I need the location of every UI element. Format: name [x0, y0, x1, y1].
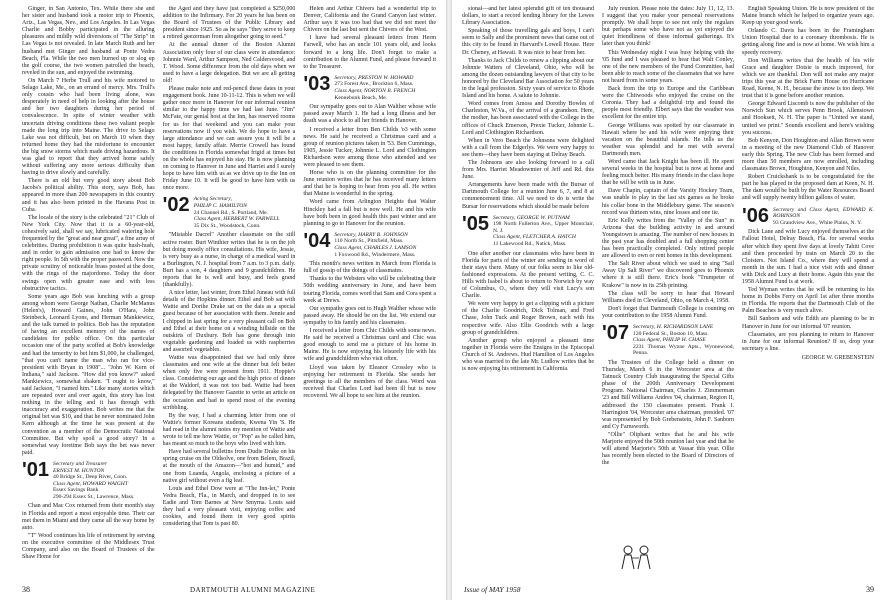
class-year: '02 [162, 194, 190, 217]
left-column-2 [163, 6, 296, 574]
class-agent-address: 11 Lakewood Rd., Natick, Mass. [493, 241, 567, 247]
left-columns [22, 6, 436, 574]
article-paragraph: Robert Cruickshank is to be congratulated for the part he has played in the proposed dam at Keen, N. H. The dam would be built by the Water Resources Board and will supply twenty billion gallons of water. [742, 174, 874, 202]
article-paragraph: We were very happy to get a clipping with a picture of the Charlie Goodrich, Dick Tolman, and Fred Chase, John Tuck and Roger Brown, each with his respective wife. Also Ellis Goodrich with a large group of grandchildren. [462, 301, 594, 336]
class-info [53, 461, 134, 501]
article-paragraph: By the way, I had a charming letter from one of Wattie's former Koreans students, Kwena Yin 'S. He had read in the alumni notes my mention of Wattie and wrote to tell me how Wattie, or "Pop" as he called him, has meant so much to the boys who lived with him. [162, 412, 296, 448]
class-year: '01 [22, 458, 50, 481]
class-heading [602, 324, 734, 357]
class-info [334, 75, 415, 101]
article-paragraph: The Salt River about which we used to sing "Sail Away Up Salt River" we discovered goes to Phoenix where it is still there. Eric's book "Trumpeter of Krakow" is now in its 25th printing. [602, 261, 734, 289]
class-agent-address: 1 Foxwood Rd., Windermere, Mass. [334, 251, 416, 258]
left-page [0, 0, 446, 600]
class-secretary: Acting Secretary, [193, 196, 233, 203]
class-secretary: Secretary, HARRY B. JOHNSON [334, 231, 408, 238]
signature: GEORGE W. GREBENSTEIN [801, 354, 874, 361]
article-paragraph: Dick Lane and wife Lucy enjoyed themselves at the Fallout Hotel, Delray Beach, Fla. for several weeks after which they spent five days at lovely Tahiti Cove and then proceeded by train on March 20 to the Cloisters. Not Island Co., where they will spend a month in the sun. I had a nice visit with and dinner with Dick and Lucy at their home. Again this year the 1958 Alumni Fund is at work. [742, 229, 874, 285]
class-agent-address: 290-294 Essex St., Lawrence, Mass. [53, 493, 135, 500]
left-column-1 [22, 6, 155, 574]
class-address: 273 Forest Ave., Brockton 6, Mass. [334, 81, 414, 88]
right-column-1 [462, 6, 594, 574]
class-secretary: Secretary and Treasurer [53, 460, 108, 467]
class-agent: Class Agent, HERBERT W. FARWELL [193, 216, 280, 223]
class-agent: Class Agent, HOWARD WAIGHT [53, 480, 128, 487]
article-paragraph: Another group who enjoyed a pleasant time together in Florida were the Ensigns in the Episcopal Church of St. Andrews. Hud Hamilton of Los Angeles who was married to the late Mr. Ludlow writes that he is now enjoying his retirement in California. [462, 337, 594, 373]
two-old-men-cartoon-icon [617, 544, 657, 570]
class-year: '06 [742, 204, 770, 227]
article-paragraph: Eric Kelly writes from the "Valley of the Sun" in Arizona that the building activity in and around Youngstown is amazing. The number of new houses in the past year has doubled and a full shopping center has been practically completed. Only retired people are allowed to own or rent homes in this development. [602, 217, 734, 260]
article-paragraph: Our sympathy goes out to Hugh Walther whose wife passed away. He should be on the list. We extend our sympathy to his family and his classmates. [303, 305, 437, 326]
class-secretary: Secretary, H. RICHARDSON LANE [633, 324, 714, 331]
article-paragraph: Back from the trip to Europe and the Caribbean were the Chitwoods who enjoyed the cruise on the Coronia. They had a delightful trip and found the people most friendly. Elbert says that the weather was excellent for the entire trip. [602, 86, 734, 121]
class-secretary: Secretary and Class Agent, EDWARD K. ROBINSON [773, 206, 874, 220]
class-address: 40 Bridge St., Deep River, Conn. [53, 474, 128, 481]
right-column-2 [602, 6, 734, 574]
class-secretary: Secretary, GEORGE W. PUTNAM [493, 214, 570, 221]
article-paragraph: "Ollie" Oliphant writes that he and his wife Marjorie enjoyed the 50th reunion last year and that he will attend Marjorie's 50th at Vassar this year. Ollie has recently been elected to the Board of Directors of the [602, 431, 734, 467]
article-paragraph: Chan and Mac Cox returned from their month's stay in Florida and report a most enjoyable time. Their car met them in Miami and they came all the way home by auto. [22, 503, 155, 531]
class-heading [462, 212, 594, 248]
article-paragraph: Word comes from Amoss and Dorothy Bowles of Charleston, W.Va., of the arrival of a grandson. Here, the mother, has been associated with the College in the offices of Chuck Emerson, Prexie Tucker, Johnnie L. Lord and Clothington Richardson. [462, 101, 594, 136]
class-heading [303, 229, 436, 258]
article-paragraph: When in Vero Beach the Johnsons were delighted with a call from the Edgerlys. We were very happy to see them—they have been staying at Delray Beach. [462, 137, 594, 158]
left-column-3 [303, 6, 436, 574]
article-paragraph: There is an old but very good story about Bob Jacobs's political ability. This story, says Bob, has appeared in more than 200 newspapers in this country and it has also been printed in the Havana Post in Cuba. [22, 178, 155, 213]
page-number: 39 [866, 585, 874, 594]
class-address: 24 Channel Rd., S. Portland, Me. [193, 209, 268, 216]
class-heading [303, 72, 436, 101]
right-column-3 [742, 6, 874, 574]
article-paragraph: Please make note and red-pencil these dates in your engagement book. June 10-11-12. This is when we will gather once more in Hanover for our informal reunion similar to the happy time we had last June. "Jim" McFate, our genial host at the Inn, has reserved rooms for us for that weekend and you can make your reservations now if you wish. We do hope to have a large attendance and we can assure you it will be a most happy, family affair. Merrie Crowell has found the conditions in Florida somewhat frigid at times but on the whole has enjoyed his stay. He is now planning on coming to Hanover in June and Harriet and I surely hope to have him with us as we drive up to the Inn on Friday June 10. It will be good to have him with us once more. [162, 86, 296, 192]
article-paragraph: This Wednesday night I was busy helping with the '05 fund and I was pleased to hear that Walt Conley, one of the new members of the Fund Committee, had been able to reach some of the classmates that we have not heard from in some years. [602, 49, 734, 84]
article-paragraph: Bill Sanborn and wife Edith are planning to be in Hanover in June for our informal '07 reunion. [742, 316, 874, 330]
class-year: '07 [602, 322, 630, 345]
class-heading [742, 204, 874, 227]
class-year: '04 [303, 229, 331, 252]
class-agent-address: Kennebunk Beach, Me. [334, 94, 388, 101]
article-paragraph: I received a letter from Ben Childs 'o3 with some news. He said he received a Christmas card and a group of reunion pictures taken in '53. Ben Cummings, 1905, Jessie Tucker, Johnnie L. Lord and Clothington Richardson were among those who attended and we were pleased to see them. [303, 126, 437, 168]
article-paragraph: "T" Wood continues his life of retirement by serving on the executive committee of the Middlesex Trust Company, and also on the Board of Trustees of the Shaw Home for [22, 532, 155, 561]
class-secretary-name: ERNEST M. HUNTON [53, 467, 105, 474]
article-paragraph: Wattie was disappointed that we had only three classmates and one wife at the dinner but felt better when only five were present from 1911. Hoppie's class. Considering our age and the high price of dinner at the Waldorf, it was not too bad. Wattie had been delegated by the Hanover Gazette to write an article on the occasion and had to spend most of the evening scribbling. [162, 355, 296, 411]
class-info [334, 232, 416, 258]
right-columns [462, 6, 874, 574]
class-info [633, 324, 734, 357]
article-paragraph: Our sympathy goes out to Alan Walther whose wife passed away March 1. He had a long illness and her death was a shock to all her friends in Hanover. [303, 104, 437, 125]
article-paragraph: I have had several pleasant letters from Herm Farwell, who has an uncle 101 years old, and looks forward to a long life. Don't forget to make a contribution to the Alumni Fund, and please forward it to the Treasurer. [303, 35, 437, 70]
article-paragraph: Lloyd was taken by Eleanor Crossley who is enjoying her retirement in Florida. She sends her greetings to all the members of the class. Word was received that Charles Lord had been ill but is now recovered. We all hope to see him at the reunion. [303, 364, 437, 399]
class-agent-company: Essex Savings Bank [53, 487, 99, 494]
class-agent-address: 2231 Thomas Wynne Apts., Wynnewood, Penna. [633, 343, 734, 357]
article-paragraph: Don't forget that Dartmouth College is counting on your contribution to the 1958 Alumni Fund. [602, 305, 734, 319]
class-secretary-name: PHILIP C. HAMILTON [193, 203, 247, 210]
article-paragraph: sional—and her latest splendid gift of ten thousand dollars, to start a record lending library for the Lewes Library Association. [462, 6, 594, 27]
class-agent-address: 35 Dix St., Woodstock, Conn. [193, 222, 261, 229]
class-year: '05 [462, 212, 490, 235]
article-paragraph: At the annual dinner of the Boston Alumni Association only four of our class were in attendance: Johnnie Ward, Arthur Sampson, Ned Caldersvood, and T. Wood. Some difference from the old days when we used to have a large delegation. But we are all getting old! [162, 42, 296, 84]
class-heading [22, 458, 155, 501]
article-paragraph: Helen and Arthur Chivers had a wonderful trip to Denver, California and the Grand Canyon last winter. Arthur says it was too bad that we did not meet the Chivers on the last but sent the Chivers of the West. [303, 6, 437, 34]
article-paragraph: This month's news written in March from Florida is full of gossip of the doings of classmates. [303, 261, 437, 275]
article-paragraph: On March 7 Herbe Trull and his wife motored to Selago Lake, Me., on an errand of mercy. Mrs. Trull's only cousin who had been living alone, was desperately in need of help in looking after the house and her two daughters during her period of convalescence. In spite of winter weather with uncertain driving conditions these two valiant people made the long trip into Maine. The drive to Selago Lake was not difficult, but on March 10 when they returned home they had the misfortune to encounter the big snow storms which made driving hazardous. It was glad to report that they arrived home safely without suffering any more serious difficulty than having to drive slowly and carefully. [22, 77, 155, 177]
article-paragraph: Word came that Jack Knight has been ill. He spent several weeks in the hospital but is now at home and feeling much better. His many friends in the class hope that he will be with us in June. [602, 158, 734, 187]
article-paragraph: The locale of the story is the celebrated "21" Club of New York City. Now that it is a 60-year-old, cohesively said, shall we say, lubricated watering hole frequented by the "great and near great", a fine array of celebrities. During prohibition it was quite hush-hush, and in order to gain admission one had to know the right people. In 5th with the proper password. Now the private scrutiny of noticeable brass posted at the door, with the rings of the majordomo. Today the door swings open with greater ease and with less obstructive tactics. [22, 214, 155, 292]
article-paragraph: Bob Kenyon, Don Houghton and Allan Brown were in a meeting of the new Diamond Club of Hanover early this Spring. The new Club has been formed and more than 50 members are now enrolled, including classmates Brown, Houghton, Kenyon and Niles. [742, 137, 874, 173]
article-paragraph: George Williams was spotted by our classmate in Hawaii where he and his wife were enjoying their vacation on the beautiful islands. He tells us the weather was splendid and he met with several Dartmouth men. [602, 122, 734, 157]
article-paragraph: July reunion. Please note the dates: July 11, 12, 13. I suggest that you make your personal reservations promptly. We shall hope to see not only the regulars but perhaps some who have not as yet enjoyed the quiet friendliness of these informal gatherings. It's later than you think! [602, 6, 734, 48]
article-paragraph: Thanks to Jack Childs to renew a clipping about our Johnnie Watters of Cleveland, Ohio, who will be among the dozen outstanding lawyers of that city to be honored by the Cleveland Bar Association for 50 years in the legal profession. Sixty years of service to Rhode Island and his home. A salute to Johnnie. [462, 57, 594, 100]
article-paragraph: I received a letter from Chic Childs with some news. He said he received a Christmas card and Chic was good enough to send me a picture of his home in Maine. He is now enjoying his leisurely life with his wife and grandchildren who visit often. [303, 328, 437, 363]
class-info [493, 215, 594, 248]
class-info [194, 196, 280, 229]
article-paragraph: Dave Chapin, captain of the Varsity Hockey Team, was unable to play in the last six games as he broke his collar bone in the Middlebury game. The season's record was thirteen wins, nine losses and one tie. [602, 188, 734, 216]
class-address: 110 North St., Pittsfield, Mass. [334, 238, 404, 245]
class-year: '03 [303, 72, 331, 95]
class-address: 93 Grandview Ave., White Plains, N. Y. [773, 219, 862, 226]
article-paragraph: "Mistable Dacrel" Another classmate on the still active roster. Burt Winthier writes that he is on the job but doing mostly office consultations. His wife, Jessie, is very busy as a nurse, in charge of a medical ward in a Burlington, N. J. hospital from 7 a.m. to 3 p.m. daily. Burt has a son, 4 daughters and 9 grandchildren. He reports that he is well and busy, and feels grand (thankfully). [162, 232, 296, 289]
class-secretary: Secretary, PRESTON W. HOWARD [334, 74, 414, 81]
article-paragraph: Have had several bulletins from Dudie Drake on his spring cruise on the Oldsolve, one from Belem, Brazil, at the mouth of the Amazon—"hot and humid," and one from Luanda, Angola, enclosing a picture of a native girl without even a fig leaf. [162, 449, 296, 484]
article-paragraph: Horse who is on the planning committee for the June reunion writes that he has received many letters and that he is hoping to hear from you all. He writes that Maine is wonderful in the spring. [303, 170, 437, 198]
right-page [452, 0, 896, 600]
article-paragraph: The class will be sorry to hear that Howard Williams died in Cleveland, Ohio, on March 4, 1958. [602, 290, 734, 304]
article-paragraph: Ted Wyman writes that he will be returning to his home in Dobbs Ferry on April 1st after three months in Florida. He reports that the Dartmouth Club of the Palm Beaches is very much alive. [742, 287, 874, 315]
article-paragraph: Arrangements have been made with the Bursar of Dartmouth College for a reunion June 6, 7, and 8 at commencement time. All we need to do is write the Bursar for reservations which should be made before [462, 182, 594, 210]
class-info [773, 207, 874, 227]
article-paragraph: Classmates, are you planning to return to Hanover in June for our informal Reunion? If so, drop your secretary a line. [742, 331, 874, 352]
article-paragraph: Speaking of those travelling gals and boys, I can't seem to Sally and the prominent news that came out of this city to be found in Harvard's Lowell House. Here Dr. Cheney, at Hawaii. It was nice to hear from her. [462, 28, 594, 56]
class-agent: Class Agent, PHILIP H. CHASE [633, 337, 706, 344]
article-paragraph: English Speaking Union. He is now president of the Maine branch which he helped to organize years ago. Keep up your good work. [742, 6, 874, 27]
class-heading [163, 196, 296, 229]
article-paragraph: Some years ago Bob was lunching with a group among whom were George Nathan, Charlie McManus (Helen's), Howard Gaines, John O'Hara, John Steinbeck, Leonard Lyons, and Herman Mankiewicz, and the talk turned to politics. Bob has the reputation of having an excellent memory of the names of candidates for public office. On this particular occasion one of the party scoffed at Bob's knowledge and had the temerity to bet him $1,000, he challenged, "that you can't name the man who ran for vice-president with Bryan in 1908"... "John W. Kern of Indiana," said Jackson. "How did you know?" asked Mankiewicz, somewhat shaken. "I ought to know," said Jackson, "I named him." Like many stories which are repeated over and over again, this story has lost nothing in the telling and it has through with inaccuracy and exaggeration. Bob writes me that the original bet was $10, and that he never nominated John Kern although at the time he was present at the convention as a member of the Democratic National Committee. But why spoil a good story? In a somewhat way foretime Bob says the bet was never paid. [22, 293, 155, 456]
issue-label: Issue of MAY 1958 [464, 585, 521, 594]
article-paragraph: Orlando C. Davis has been in the Framingham Union Hospital due to a coronary thrombosis. He is getting along fine and is now at home. We wish him a speedy recovery. [742, 28, 874, 56]
article-paragraph: Ginger, in San Antonio, Tex. While there she and her sister and husband took a motor trip to Phoenix, Ariz., Las Vegas, Nev., and Los Angeles. In Las Vegas Charlie and Bobby participated in the alluring pleasures and mildly wild diversions of "The Strip" in Las Vegas is not revealed. In late March Ruth and her husband met Ginger and husband at Ponte Vedra Beach, Fla. While the two men burned up or slog up the golf course, the two women patrolled the beach, reveled in the sun, and enjoyed the swimming. [22, 6, 155, 76]
article-paragraph: The Johnsons are also looking forward to a call from Mrs. Harriet Meadowmier of Jeff and Rd. this June. [462, 159, 594, 181]
article-paragraph: One after another our classmates who have been in Florida for parts of the winter are sending in word of their stays there. Many of our folks seem to like old-fashioned expressions. At the present writing, C. C. Hills with Isabel is about to return to Norwich by way of Columbus, O., where they will visit Lucy's son Charlie. [462, 250, 594, 300]
article-paragraph: George Edward Liscomb is now the publisher of the Norwich Sun which serves Penn Brook, Allenstown and Hooksett, N. H. The paper is "United we stand, united we print." Sounds excellent and here's wishing you success. [742, 101, 874, 136]
magazine-title: DARTMOUTH ALUMNI MAGAZINE [190, 586, 316, 594]
class-address: 198 North Fullerton Ave., Upper Montclair, N. J. [493, 221, 594, 234]
article-paragraph: the Aged and they have just completed a $250,000 addition to the Infirmary. For 20 years he has been on the Board of Trustees of the Public Library and president since 1925. So as he says "they serve to keep a retired geezerman from altogether going to seed." [162, 6, 296, 41]
class-agent: Class Agent, CHARLES J. LAMSON [334, 245, 417, 251]
article-paragraph: Louis and Ethel Dow were at "The Inn-let," Ponte Vedra Beach, Fla., in March, and dropped in to see Eadie and Tom Barnes at New Smyrna. Louis said they had a very pleasant visit, enjoying coffee and cookies, and found them in very good spirits considering that Tom is past 80. [162, 485, 296, 528]
class-agent: Class Agent, FLETCHER A. HATCH [493, 234, 576, 241]
article-paragraph: Don Williams writes that the health of his wife Grace and daughter Dotsie is much improved, for which we are thankful. Don will not make any major trips this year at the Brick Farm House on Hurricane Road, Keene, N. H., because the snow is too deep. We trust that it is gone before another reunion. [742, 57, 874, 100]
class-address: 120 Federal St., Boston 10, Mass. [633, 330, 709, 337]
class-agent: Class Agent, NORTON B. FRENCH [334, 88, 416, 95]
article-paragraph: Word came from Arlington Heights that Walter Hinckley had a fall but is now well. He and his wife have both been in good health this past winter and are planning to go to Hanover for the reunion. [303, 199, 437, 227]
article-paragraph: Thanks to the Websters who will be celebrating their 50th wedding anniversary in June, and have been touring Florida, comes word that Sam and Cora spent a week at Drews. [303, 276, 437, 304]
page-number: 38 [22, 585, 30, 594]
article-paragraph: The Trustees of the College held a dinner on Thursday, March 6 in the Worcester area at the Tatnuck Country Club inaugurating the Special Gifts phase of the 200th Anniversary Development Program. National Chairman, Charles J. Zimmerman '23 and Bill Williams Andres '04, chairman, Region II, addressed the 150 classmates present. Frank I. Harrington '04, Worcester area chairman, presided. '07 was represented by Bob Grebenstein, John F. Sanborn and Cy Farnsworth. [602, 360, 734, 430]
article-paragraph: A nice letter, last winter, from Ethel Juneau with full details of the Hopkins dinner. Ethel and Bob sat with Wattie and Dorthe Drake sat on the dais as a special guest because of her association with them. Jennie and I chipped in last spring for a very pleasant call on Bob and Ethel at their home on a winding hillside on the outskirts of Duxbury. Bob has gone through into vegetable gardening and loaded us with raspberries and assorted vegetables. [162, 290, 296, 353]
